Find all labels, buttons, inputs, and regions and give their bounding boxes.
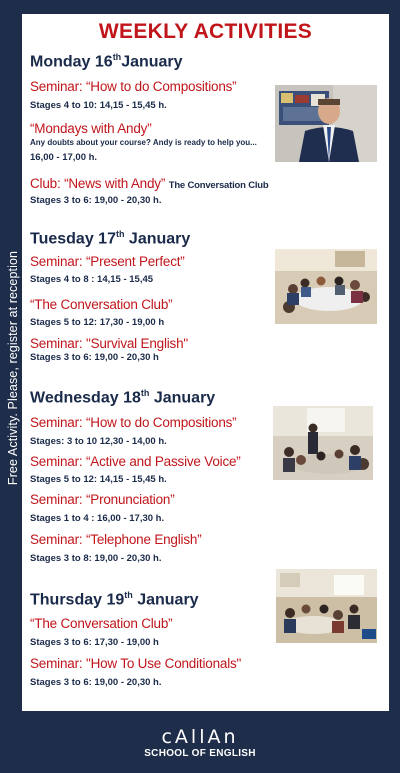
- day-heading-thursday: Thursday 19th January: [30, 590, 199, 609]
- photo-teacher: [275, 85, 377, 162]
- activity-detail: Stages 3 to 6: 17,30 - 19,00 h: [30, 637, 159, 648]
- activity-title: Seminar: “How to do Compositions”: [30, 79, 237, 94]
- activity-title: Seminar: “Telephone English”: [30, 532, 202, 547]
- activity-detail: 16,00 - 17,00 h.: [30, 152, 98, 163]
- activity-title: Club: “News with Andy” The Conversation Club: [30, 176, 269, 191]
- activity-title: Seminar: “Present Perfect”: [30, 254, 185, 269]
- activity-title: “The Conversation Club”: [30, 297, 173, 312]
- page-title: WEEKLY ACTIVITIES: [98, 20, 313, 43]
- day-heading-wednesday: Wednesday 18th January: [30, 388, 216, 407]
- activity-detail: Stages: 3 to 10 12,30 - 14,00 h.: [30, 436, 167, 447]
- activity-detail: Stages 4 to 10: 14,15 - 15,45 h.: [30, 100, 167, 111]
- activities-panel: [22, 14, 389, 711]
- activity-title: “Mondays with Andy”: [30, 121, 152, 136]
- photo-classroom-tuesday: [275, 249, 377, 324]
- activity-detail: Stages 1 to 4 : 16,00 - 17,30 h.: [30, 513, 165, 524]
- activity-title: Seminar: "Survival English": [30, 336, 188, 351]
- activity-detail: Stages 3 to 6: 19,00 - 20,30 h.: [30, 195, 162, 206]
- activity-title: Seminar: “How to do Compositions”: [30, 415, 237, 430]
- activity-detail: Stages 3 to 6: 19,00 - 20,30 h: [30, 352, 159, 363]
- activity-detail: Stages 5 to 12: 17,30 - 19,00 h: [30, 317, 165, 328]
- free-activity-note: Free Activity. Please, register at reception: [6, 250, 20, 486]
- activity-detail: Stages 3 to 6: 19,00 - 20,30 h.: [30, 677, 162, 688]
- activity-title: Seminar: “Active and Passive Voice”: [30, 454, 241, 469]
- activity-title: Seminar: "How To Use Conditionals": [30, 656, 242, 671]
- activity-description: Any doubts about your course? Andy is ready to help you...: [30, 138, 257, 147]
- activity-title: Seminar: “Pronunciation”: [30, 492, 175, 507]
- photo-classroom-wednesday: [273, 406, 373, 480]
- logo-wordmark: cAllAn: [161, 726, 239, 748]
- photo-classroom-thursday: [276, 569, 377, 643]
- day-heading-monday: Monday 16thJanuary: [30, 52, 183, 71]
- activity-detail: Stages 4 to 8 : 14,15 - 15,45: [30, 274, 154, 285]
- activity-detail: Stages 3 to 8: 19,00 - 20,30 h.: [30, 553, 162, 564]
- activity-detail: Stages 5 to 12: 14,15 - 15,45 h.: [30, 474, 167, 485]
- activity-title: “The Conversation Club”: [30, 616, 173, 631]
- day-heading-tuesday: Tuesday 17th January: [30, 229, 191, 248]
- callan-logo: [0, 727, 400, 759]
- logo-subtitle: SCHOOL OF ENGLISH: [144, 748, 256, 759]
